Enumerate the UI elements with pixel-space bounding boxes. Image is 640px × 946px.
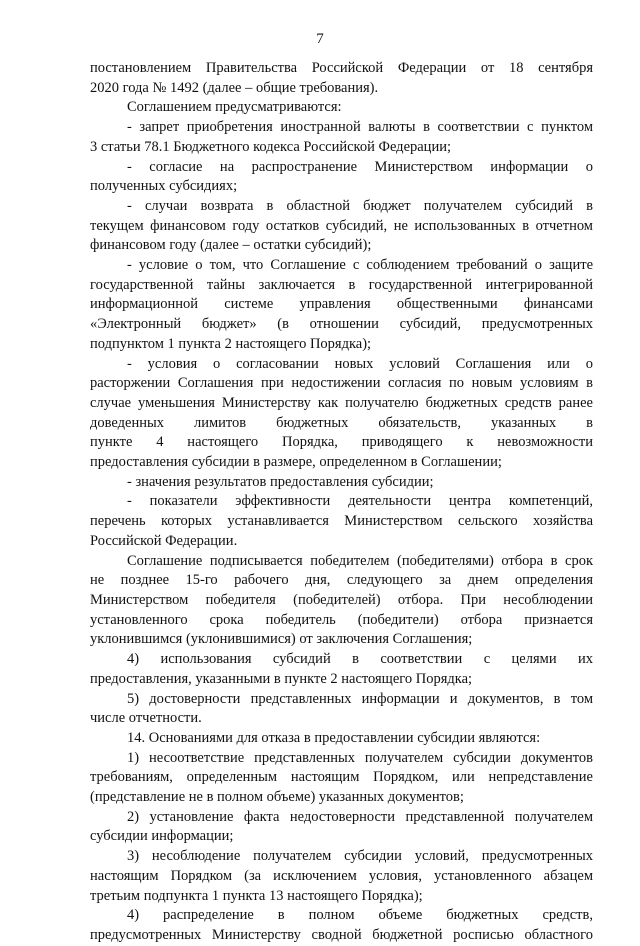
text-line: Российской Федерации. bbox=[90, 532, 238, 549]
text-line: полученных субсидиях; bbox=[90, 178, 238, 195]
text-line: государственной тайны заключается в государственной интегрированной bbox=[90, 276, 593, 293]
text-line: Соглашением предусматриваются: bbox=[127, 99, 342, 116]
text-line: доведенных лимитов бюджетных обязательств, указанных в bbox=[90, 414, 593, 431]
text-line: - условие о том, что Соглашение с соблюдением требований о защите bbox=[127, 257, 593, 274]
text-line: (представление не в полном объеме) указанных документов; bbox=[90, 789, 464, 806]
text-line: - условия о согласовании новых условий Соглашения или о bbox=[127, 355, 593, 372]
text-line: расторжении Соглашения при недостижении согласия по новым условиям в bbox=[90, 375, 593, 392]
text-line: информационной системе управления общественными финансами bbox=[90, 296, 593, 313]
text-line: 3) несоблюдение получателем субсидии условий, предусмотренных bbox=[127, 848, 593, 865]
text-line: предоставления субсидии в размере, определенном в Соглашении; bbox=[90, 454, 502, 471]
text-line: третьим подпункта 1 пункта 13 настоящего Порядка); bbox=[90, 887, 423, 904]
text-line: 4) распределение в полном объеме бюджетных средств, bbox=[127, 907, 593, 924]
text-line: - случаи возврата в областной бюджет получателем субсидий в bbox=[127, 197, 593, 214]
text-line: случае уменьшения Министерству как получателю бюджетных средств ранее bbox=[90, 394, 593, 411]
text-line: 1) несоответствие представленных получателем субсидии документов bbox=[127, 749, 593, 766]
text-line: - запрет приобретения иностранной валюты в соответствии с пунктом bbox=[127, 119, 593, 136]
text-line: перечень которых устанавливается Министерством сельского хозяйства bbox=[90, 513, 593, 530]
text-line: числе отчетности. bbox=[90, 710, 202, 727]
text-line: финансовом году (далее – остатки субсидий); bbox=[90, 237, 372, 254]
text-line: предоставления, указанными в пункте 2 настоящего Порядка; bbox=[90, 670, 473, 687]
text-line: 2020 года № 1492 (далее – общие требования). bbox=[90, 79, 379, 96]
text-line: настоящим Порядком (за исключением условия, установленного абзацем bbox=[90, 867, 593, 884]
text-line: подпунктом 1 пункта 2 настоящего Порядка); bbox=[90, 335, 372, 352]
text-line: 4) использования субсидий в соответствии с целями их bbox=[127, 651, 593, 668]
text-line: требованиям, определенным настоящим Порядком, или непредставление bbox=[90, 769, 593, 786]
text-line: - значения результатов предоставления субсидии; bbox=[127, 473, 434, 490]
text-line: текущем финансовом году остатков субсидий, не использованных в отчетном bbox=[90, 217, 593, 234]
text-line: Соглашение подписывается победителем (победителями) отбора в срок bbox=[127, 552, 593, 569]
text-line: 5) достоверности представленных информации и документов, в том bbox=[127, 690, 593, 707]
text-line: установленного срока победитель (победители) отбора признается bbox=[90, 611, 593, 628]
text-line: не позднее 15-го рабочего дня, следующего за днем определения bbox=[90, 572, 593, 589]
text-line: пункте 4 настоящего Порядка, приводящего к невозможности bbox=[90, 434, 593, 451]
page-number: 7 bbox=[316, 31, 324, 47]
text-line: уклонившимся (уклонившимися) от заключения Соглашения; bbox=[90, 631, 473, 648]
text-line: субсидии информации; bbox=[90, 828, 234, 845]
text-line: «Электронный бюджет» (в отношении субсидий, предусмотренных bbox=[90, 316, 593, 333]
document-body bbox=[90, 59, 593, 946]
text-line: 2) установление факта недостоверности представленной получателем bbox=[127, 808, 593, 825]
text-line: 14. Основаниями для отказа в предоставлении субсидии являются: bbox=[127, 729, 541, 746]
text-line: предусмотренных Министерству сводной бюджетной росписью областного bbox=[90, 926, 593, 943]
text-line: 3 статьи 78.1 Бюджетного кодекса Российской Федерации; bbox=[90, 138, 451, 155]
text-line: Министерством победителя (победителей) отбора. При несоблюдении bbox=[90, 591, 593, 608]
text-line: - согласие на распространение Министерством информации о bbox=[127, 158, 593, 175]
text-line: - показатели эффективности деятельности центра компетенций, bbox=[127, 493, 593, 510]
text-line: постановлением Правительства Российской Федерации от 18 сентября bbox=[90, 60, 593, 76]
